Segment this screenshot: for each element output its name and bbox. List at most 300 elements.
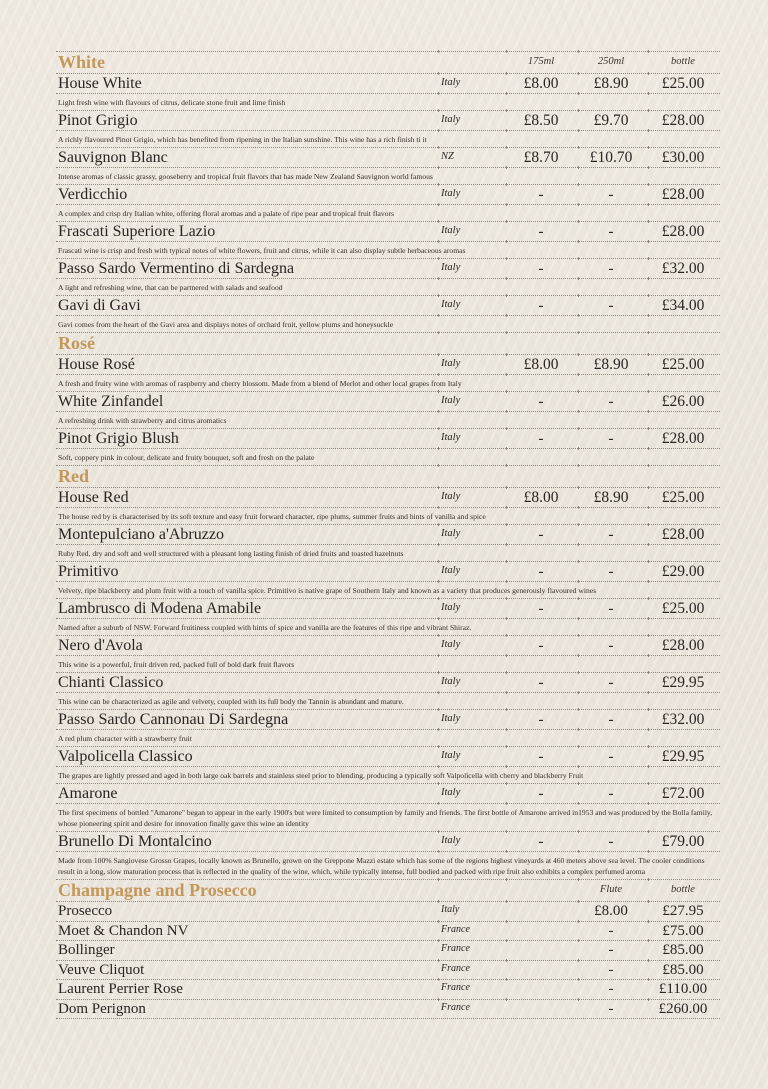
- wine-origin: Italy: [441, 432, 461, 443]
- wine-description: This wine is a powerful, fruit driven red, packed full of bold dark fruit flavors: [58, 660, 295, 669]
- wine-row: [56, 524, 720, 544]
- rule-tick: [438, 617, 439, 620]
- wine-origin: Italy: [441, 77, 461, 88]
- rule-tick: [438, 331, 439, 334]
- wine-row: [56, 73, 720, 93]
- rule-tick: [648, 850, 649, 853]
- rule-tick: [506, 50, 507, 53]
- rule-tick: [578, 671, 579, 674]
- rule-tick: [506, 257, 507, 260]
- wine-row: [56, 295, 720, 315]
- price-250ml: -: [608, 186, 614, 203]
- rule-tick: [506, 146, 507, 149]
- rule-tick: [578, 146, 579, 149]
- price-175ml: £8.00: [523, 356, 559, 373]
- price-bottle: £25.00: [661, 75, 705, 92]
- price-flute: -: [608, 942, 614, 958]
- rule-tick: [578, 560, 579, 563]
- wine-row: [56, 354, 720, 374]
- rule-tick: [578, 183, 579, 186]
- wine-name: Frascati Superiore Lazio: [58, 223, 216, 240]
- rule-tick: [506, 314, 507, 317]
- rule-tick: [438, 634, 439, 637]
- price-bottle: £85.00: [662, 961, 704, 978]
- rule-tick: [648, 765, 649, 768]
- rule-tick: [438, 373, 439, 376]
- rule-tick: [648, 203, 649, 206]
- price-175ml: -: [538, 637, 544, 654]
- wine-row: [56, 746, 720, 766]
- rule-tick: [648, 939, 649, 942]
- wine-description-row: [56, 803, 720, 831]
- wine-description: A fresh and fruity wine with aromas of raspberry and cherry blossom. Made from a blend of Merlot and other local grapes from Italy: [58, 379, 462, 388]
- rule-tick: [438, 410, 439, 413]
- rule-tick: [578, 129, 579, 132]
- wine-description: Ruby Red, dry and soft and well structured with a pleasant long lasting finish of dried fruits and toasted hazelnuts: [58, 549, 404, 558]
- wine-origin: Italy: [441, 114, 461, 125]
- section-title: Champagne and Prosecco: [58, 880, 257, 900]
- rule-tick: [578, 427, 579, 430]
- rule-tick: [506, 390, 507, 393]
- rule-tick: [578, 166, 579, 169]
- wine-name: Pinot Grigio: [58, 112, 138, 129]
- rule-tick: [648, 373, 649, 376]
- column-header-175ml: 175ml: [527, 56, 555, 67]
- price-flute: -: [608, 981, 614, 997]
- column-header-250ml: 250ml: [597, 56, 625, 67]
- rule-tick: [578, 240, 579, 243]
- rule-tick: [648, 183, 649, 186]
- price-175ml: -: [538, 430, 544, 447]
- rule-tick: [648, 654, 649, 657]
- wine-description: Named after a suburb of NSW. Forward fruitiness coupled with hints of spice and vanilla are the features of this ripe and vibrant Shiraz.: [58, 623, 472, 632]
- wine-origin: Italy: [441, 713, 461, 724]
- wine-name: House White: [58, 75, 142, 92]
- rule-tick: [506, 331, 507, 334]
- rule-tick: [648, 109, 649, 112]
- rule-tick: [578, 50, 579, 53]
- price-175ml: £8.00: [523, 489, 559, 506]
- rule-tick: [506, 998, 507, 1001]
- rule-tick: [648, 331, 649, 334]
- champagne-row: [56, 999, 720, 1020]
- rule-tick: [506, 580, 507, 583]
- price-bottle: £30.00: [661, 149, 705, 166]
- rule-tick: [578, 447, 579, 450]
- wine-origin: Italy: [441, 676, 461, 687]
- wine-origin: Italy: [441, 225, 461, 236]
- wine-name: Gavi di Gavi: [58, 297, 141, 314]
- wine-description: Frascati wine is crisp and fresh with typical notes of white flowers, fruit and citrus, while it can also display subtle herbaceous aromas: [58, 246, 466, 255]
- column-header-bottle: bottle: [671, 56, 695, 67]
- wine-name: Nero d'Avola: [58, 637, 143, 654]
- rule-tick: [506, 277, 507, 280]
- price-175ml: £8.00: [523, 75, 559, 92]
- rule-tick: [506, 634, 507, 637]
- rule-tick: [438, 671, 439, 674]
- rule-tick: [578, 597, 579, 600]
- rule-tick: [438, 580, 439, 583]
- price-bottle: £27.95: [662, 903, 704, 919]
- column-header-bottle: bottle: [671, 884, 695, 895]
- rule-tick: [438, 447, 439, 450]
- price-250ml: -: [608, 711, 614, 728]
- rule-tick: [438, 708, 439, 711]
- rule-tick: [438, 939, 439, 942]
- rule-tick: [648, 410, 649, 413]
- wine-description-row: [56, 204, 720, 221]
- price-250ml: -: [608, 563, 614, 580]
- price-bottle: £32.00: [661, 711, 705, 728]
- rule-tick: [506, 203, 507, 206]
- rule-tick: [438, 257, 439, 260]
- section-title: Rosé: [58, 333, 95, 353]
- champagne-row: [56, 901, 720, 921]
- rule-tick: [648, 464, 649, 467]
- wine-description: The first specimens of bottled "Amarone" began to appear in the early 1900's but were limited to consumption by family and friends. The first bottle of Amarone arrived in1953 and was produced by the Bolla family, whose pioneering spirit and desire for innovation finally gave this wine an identity: [58, 808, 713, 828]
- rule-tick: [438, 597, 439, 600]
- rule-tick: [506, 129, 507, 132]
- price-bottle: £79.00: [661, 833, 705, 850]
- rule-tick: [438, 878, 439, 881]
- rule-tick: [648, 220, 649, 223]
- rule-tick: [438, 691, 439, 694]
- rule-tick: [438, 92, 439, 95]
- rule-tick: [438, 146, 439, 149]
- wine-name: Prosecco: [58, 903, 113, 919]
- wine-row: [56, 391, 720, 411]
- rule-tick: [438, 277, 439, 280]
- wine-name: Passo Sardo Vermentino di Sardegna: [58, 260, 295, 277]
- wine-description: Velvety, ripe blackberry and plum fruit with a touch of vanilla spice. Primitivo is native grape of Southern Italy and known as a variety that produces generously flavoured wines: [58, 586, 597, 595]
- price-250ml: -: [608, 600, 614, 617]
- rule-tick: [578, 72, 579, 75]
- price-bottle: £28.00: [661, 223, 705, 240]
- wine-origin: NZ: [441, 151, 454, 162]
- rule-tick: [506, 543, 507, 546]
- price-175ml: -: [538, 748, 544, 765]
- rule-tick: [578, 203, 579, 206]
- rule-tick: [438, 240, 439, 243]
- wine-name: Chianti Classico: [58, 674, 164, 691]
- rule-tick: [578, 294, 579, 297]
- rule-tick: [438, 314, 439, 317]
- rule-tick: [648, 166, 649, 169]
- rule-tick: [578, 745, 579, 748]
- wine-row: [56, 184, 720, 204]
- wine-description: The house red by is characterised by its soft texture and easy fruit forward character, ripe plums, summer fruits and hints of vanilla and spice: [58, 512, 486, 521]
- rule-tick: [506, 486, 507, 489]
- rule-tick: [648, 802, 649, 805]
- rule-tick: [438, 109, 439, 112]
- rule-tick: [506, 464, 507, 467]
- rule-tick: [648, 486, 649, 489]
- rule-tick: [578, 634, 579, 637]
- wine-description-row: [56, 241, 720, 258]
- rule-tick: [438, 129, 439, 132]
- price-bottle: £260.00: [658, 1000, 708, 1017]
- wine-origin: Italy: [441, 188, 461, 199]
- price-250ml: -: [608, 223, 614, 240]
- wine-name: Dom Perignon: [58, 1000, 146, 1017]
- rule-tick: [438, 220, 439, 223]
- rule-tick: [506, 183, 507, 186]
- price-bottle: £28.00: [661, 186, 705, 203]
- wine-description-row: [56, 851, 720, 879]
- wine-description: A refreshing drink with strawberry and citrus aromatics: [58, 416, 227, 425]
- rule-tick: [438, 506, 439, 509]
- price-175ml: -: [538, 260, 544, 277]
- wine-description: The grapes are lightly pressed and aged in both large oak barrels and stainless steel prior to blending, producing a typically soft Valpolicella with cherry and blackberry Fruit: [58, 771, 584, 780]
- rule-tick: [578, 691, 579, 694]
- rule-tick: [648, 427, 649, 430]
- rule-tick: [578, 708, 579, 711]
- section-header-white: [56, 51, 720, 73]
- rule-tick: [648, 920, 649, 923]
- price-bottle: £29.95: [661, 748, 705, 765]
- rule-tick: [506, 708, 507, 711]
- wine-row: [56, 428, 720, 448]
- rule-tick: [506, 765, 507, 768]
- rule-tick: [648, 617, 649, 620]
- price-175ml: -: [538, 393, 544, 410]
- wine-row: [56, 487, 720, 507]
- rule-tick: [648, 671, 649, 674]
- rule-tick: [578, 92, 579, 95]
- price-flute: -: [608, 922, 614, 939]
- wine-row: [56, 672, 720, 692]
- rule-tick: [506, 978, 507, 981]
- price-bottle: £75.00: [662, 922, 704, 939]
- rule-tick: [648, 782, 649, 785]
- wine-description-row: [56, 507, 720, 524]
- wine-description-row: [56, 374, 720, 391]
- rule-tick: [506, 939, 507, 942]
- rule-tick: [578, 959, 579, 962]
- champagne-row: [56, 940, 720, 960]
- rule-tick: [438, 486, 439, 489]
- rule-tick: [506, 166, 507, 169]
- rule-tick: [506, 959, 507, 962]
- rule-tick: [648, 691, 649, 694]
- wine-description: A light and refreshing wine, that can be partnered with salads and seafood: [58, 283, 283, 292]
- price-bottle: £34.00: [661, 297, 705, 314]
- rule-tick: [578, 109, 579, 112]
- rule-tick: [648, 257, 649, 260]
- wine-name: Montepulciano a'Abruzzo: [58, 526, 224, 543]
- wine-row: [56, 258, 720, 278]
- price-250ml: -: [608, 637, 614, 654]
- rule-tick: [438, 560, 439, 563]
- wine-origin: Italy: [441, 750, 461, 761]
- rule-tick: [648, 390, 649, 393]
- wine-description: Soft, coppery pink in colour, delicate and fruity bouquet, soft and fresh on the palate: [58, 453, 315, 462]
- wine-name: House Red: [58, 489, 129, 506]
- wine-row: [56, 110, 720, 130]
- rule-tick: [506, 294, 507, 297]
- rule-tick: [438, 765, 439, 768]
- wine-name: Brunello Di Montalcino: [58, 833, 212, 850]
- rule-tick: [578, 523, 579, 526]
- champagne-row: [56, 979, 720, 999]
- rule-tick: [648, 998, 649, 1001]
- price-bottle: £28.00: [661, 430, 705, 447]
- rule-tick: [438, 183, 439, 186]
- rule-tick: [578, 728, 579, 731]
- rule-tick: [648, 92, 649, 95]
- wine-description-row: [56, 618, 720, 635]
- rule-tick: [578, 464, 579, 467]
- rule-tick: [578, 331, 579, 334]
- rule-tick: [506, 427, 507, 430]
- column-header-flute: Flute: [599, 884, 623, 895]
- rule-tick: [578, 486, 579, 489]
- rule-tick: [578, 257, 579, 260]
- wine-name: Laurent Perrier Rose: [58, 981, 183, 997]
- wine-row: [56, 147, 720, 167]
- price-175ml: -: [538, 186, 544, 203]
- price-250ml: £8.90: [593, 356, 629, 373]
- rule-tick: [578, 900, 579, 903]
- rule-tick: [438, 745, 439, 748]
- rule-tick: [438, 203, 439, 206]
- rule-tick: [438, 50, 439, 53]
- wine-name: Sauvignon Blanc: [58, 149, 168, 166]
- section-header-champagne: [56, 879, 720, 901]
- price-250ml: -: [608, 297, 614, 314]
- rule-tick: [438, 390, 439, 393]
- rule-tick: [438, 543, 439, 546]
- rule-tick: [578, 373, 579, 376]
- price-bottle: £26.00: [661, 393, 705, 410]
- section-header-red: [56, 465, 720, 487]
- price-bottle: £29.00: [661, 563, 705, 580]
- price-175ml: £8.50: [523, 112, 559, 129]
- price-250ml: £8.90: [593, 489, 629, 506]
- price-175ml: -: [538, 223, 544, 240]
- wine-description-row: [56, 655, 720, 672]
- price-175ml: -: [538, 297, 544, 314]
- section-title: White: [58, 52, 105, 72]
- rule-tick: [578, 390, 579, 393]
- rule-tick: [506, 109, 507, 112]
- wine-origin: Italy: [441, 299, 461, 310]
- rule-tick: [578, 878, 579, 881]
- price-250ml: -: [608, 260, 614, 277]
- rule-tick: [506, 900, 507, 903]
- wine-description-row: [56, 411, 720, 428]
- price-bottle: £110.00: [658, 981, 708, 997]
- wine-description: A red plum character with a strawberry fruit: [58, 734, 192, 743]
- price-bottle: £25.00: [661, 356, 705, 373]
- rule-tick: [578, 314, 579, 317]
- wine-name: Passo Sardo Cannonau Di Sardegna: [58, 711, 289, 728]
- rule-tick: [438, 830, 439, 833]
- rule-tick: [438, 72, 439, 75]
- wine-name: Pinot Grigio Blush: [58, 430, 179, 447]
- rule-tick: [506, 597, 507, 600]
- rule-tick: [648, 353, 649, 356]
- wine-description: Gavi comes from the heart of the Gavi area and displays notes of orchard fruit, yellow plums and honeysuckle: [58, 320, 394, 329]
- rule-tick: [648, 314, 649, 317]
- price-bottle: £85.00: [662, 942, 704, 958]
- wine-row: [56, 831, 720, 851]
- wine-row: [56, 709, 720, 729]
- price-250ml: -: [608, 785, 614, 802]
- rule-tick: [578, 920, 579, 923]
- rule-tick: [648, 597, 649, 600]
- wine-menu: [56, 51, 720, 1019]
- wine-description-row: [56, 315, 720, 332]
- rule-tick: [438, 782, 439, 785]
- rule-tick: [438, 166, 439, 169]
- wine-origin: France: [441, 943, 470, 954]
- price-bottle: £25.00: [661, 489, 705, 506]
- price-bottle: £28.00: [661, 526, 705, 543]
- rule-tick: [506, 728, 507, 731]
- wine-origin: France: [441, 1001, 470, 1013]
- rule-tick: [578, 580, 579, 583]
- rule-tick: [506, 523, 507, 526]
- rule-tick: [648, 900, 649, 903]
- wine-row: [56, 598, 720, 618]
- rule-tick: [438, 464, 439, 467]
- rule-tick: [648, 959, 649, 962]
- price-250ml: -: [608, 393, 614, 410]
- wine-description-row: [56, 130, 720, 147]
- rule-tick: [506, 92, 507, 95]
- price-175ml: -: [538, 563, 544, 580]
- rule-tick: [648, 72, 649, 75]
- rule-tick: [648, 129, 649, 132]
- wine-origin: Italy: [441, 491, 461, 502]
- wine-origin: Italy: [441, 904, 460, 915]
- wine-description-row: [56, 448, 720, 465]
- price-250ml: -: [608, 748, 614, 765]
- rule-tick: [578, 802, 579, 805]
- rule-tick: [648, 277, 649, 280]
- wine-row: [56, 783, 720, 803]
- rule-tick: [648, 708, 649, 711]
- rule-tick: [438, 802, 439, 805]
- price-175ml: -: [538, 785, 544, 802]
- rule-tick: [578, 830, 579, 833]
- wine-origin: Italy: [441, 602, 461, 613]
- price-175ml: -: [538, 674, 544, 691]
- wine-origin: Italy: [441, 262, 461, 273]
- rule-tick: [578, 765, 579, 768]
- wine-description-row: [56, 544, 720, 561]
- rule-tick: [506, 654, 507, 657]
- rule-tick: [578, 654, 579, 657]
- wine-origin: Italy: [441, 565, 461, 576]
- wine-description-row: [56, 278, 720, 295]
- wine-origin: France: [441, 982, 470, 993]
- rule-tick: [506, 220, 507, 223]
- rule-tick: [578, 617, 579, 620]
- wine-description-row: [56, 167, 720, 184]
- wine-description-row: [56, 93, 720, 110]
- price-175ml: -: [538, 833, 544, 850]
- rule-tick: [578, 782, 579, 785]
- wine-description: Light fresh wine with flavours of citrus, delicate stone fruit and lime finish: [58, 98, 286, 107]
- wine-name: House Rosé: [58, 356, 135, 373]
- rule-tick: [648, 240, 649, 243]
- rule-tick: [648, 728, 649, 731]
- rule-tick: [648, 294, 649, 297]
- rule-tick: [438, 294, 439, 297]
- price-bottle: £28.00: [661, 112, 705, 129]
